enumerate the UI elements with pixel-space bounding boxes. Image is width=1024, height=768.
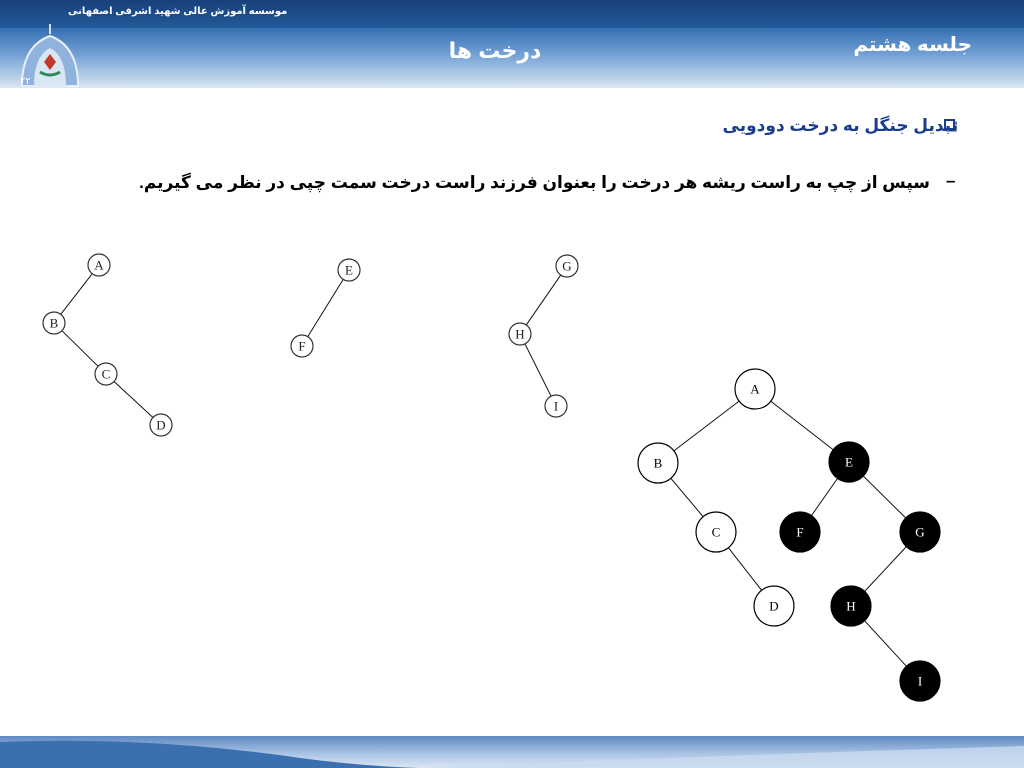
binary-node-label-D: D <box>769 598 779 614</box>
slide-footer <box>0 736 1024 768</box>
forest-edge-B-C <box>62 331 98 367</box>
forest-edge-C-D <box>114 381 153 417</box>
forest-node-label-D: D <box>156 417 166 433</box>
forest-node-label-B: B <box>49 315 59 331</box>
footer-swoosh <box>0 736 1024 768</box>
binary-edge-A-E <box>771 401 833 449</box>
binary-node-label-B: B <box>653 455 663 471</box>
forest-node-label-G: G <box>562 258 572 274</box>
forest-node-label-C: C <box>101 366 111 382</box>
svg-text:۲۲: ۲۲ <box>20 76 31 87</box>
forest-node-label-E: E <box>345 262 353 278</box>
binary-node-label-G: G <box>915 524 925 540</box>
forest-node-label-A: A <box>94 257 104 273</box>
binary-edge-E-F <box>811 478 837 515</box>
sub-bullet-dash: – <box>946 171 956 190</box>
binary-node-label-I: I <box>917 673 923 689</box>
forest-edge-A-B <box>61 274 93 315</box>
binary-edge-C-D <box>728 548 761 591</box>
binary-edge-H-I <box>865 621 907 667</box>
session-label: جلسه هشتم <box>853 34 972 56</box>
binary-node-label-C: C <box>711 524 721 540</box>
binary-node-label-A: A <box>750 381 760 397</box>
institute-name: موسسه آموزش عالی شهید اشرفی اصفهانی <box>68 6 288 17</box>
forest-edge-G-H <box>526 275 560 325</box>
bullet-heading: تبدیل جنگل به درخت دودویی <box>722 116 958 135</box>
binary-edge-G-H <box>865 547 907 592</box>
binary-node-label-E: E <box>845 454 853 470</box>
binary-edge-B-C <box>671 478 703 516</box>
binary-node-label-H: H <box>846 598 856 614</box>
forest-edge-E-F <box>308 279 343 336</box>
forest-node-label-F: F <box>298 338 306 354</box>
forest-edge-H-I <box>525 344 551 396</box>
forest-node-label-H: H <box>515 326 525 342</box>
sub-bullet-text: سپس از چپ به راست ریشه هر درخت را بعنوان فرزند راست درخت سمت چپی در نظر می گیریم. <box>139 173 930 192</box>
binary-node-label-F: F <box>796 524 804 540</box>
slide-title: درخت ها <box>448 38 542 63</box>
binary-edge-A-B <box>674 401 739 451</box>
binary-edge-E-G <box>863 476 906 518</box>
forest-node-label-I: I <box>553 398 559 414</box>
